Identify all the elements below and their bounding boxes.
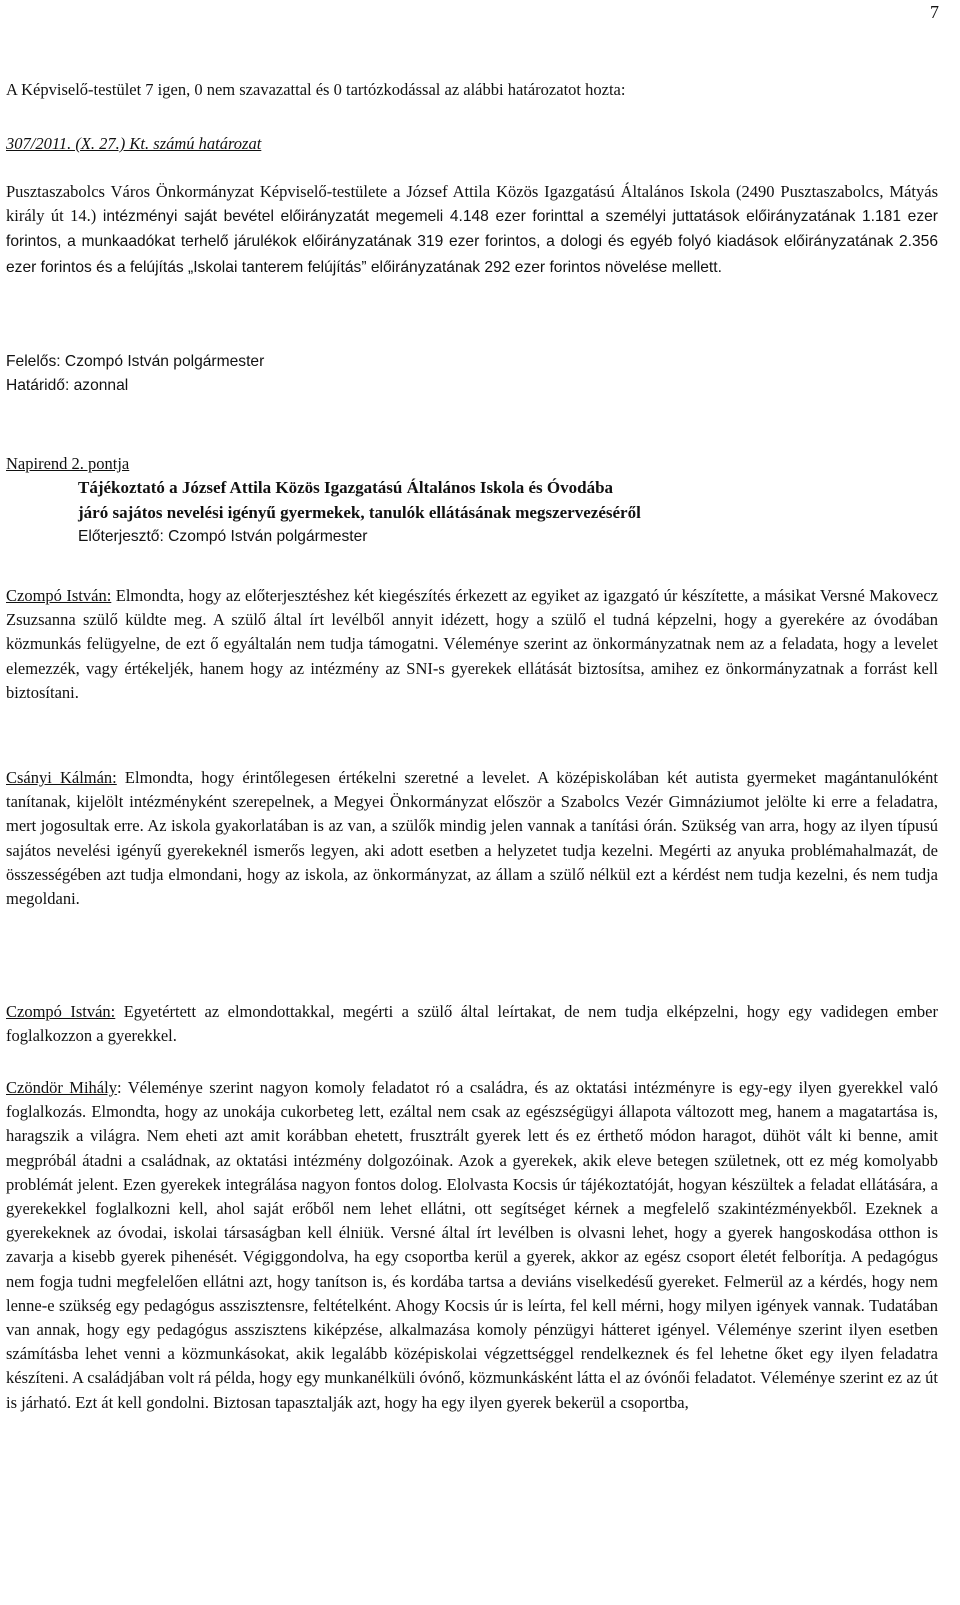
agenda-title-line2: járó sajátos nevelési igényű gyermekek, tanulók ellátásának megszervezéséről	[78, 502, 641, 522]
resolution-meta	[6, 350, 938, 398]
responsible: Felelős: Czompó István polgármester	[6, 353, 265, 370]
page-number: 7	[930, 2, 939, 22]
resolution-title: 307/2011. (X. 27.) Kt. számú határozat	[6, 134, 262, 153]
speaker-name: Czompó István:	[6, 586, 112, 605]
paragraph-4	[6, 1076, 938, 1415]
paragraph-1-text	[6, 584, 938, 705]
paragraph-3-text	[6, 1000, 938, 1048]
paragraph-1	[6, 584, 938, 705]
speaker-name: Csányi Kálmán:	[6, 768, 117, 787]
resolution-text-rest: intézményi saját bevétel előirányzatát megemeli 4.148 ezer forinttal a személyi juttatások előirányzatának 1.181 ezer forintos, a munkaadókat terhelő járulékok előirányzatának 319 ezer forintos, a dologi és egyéb folyó kiadások előirányzatának 2.356 ezer forintos és a felújítás „Iskolai tanterem felújítás” előirányzatának 292 ezer forintos növelése mellett.	[6, 208, 938, 276]
resolution-title-block	[6, 132, 938, 156]
resolution-body	[6, 180, 938, 280]
paragraph-text: Elmondta, hogy az előterjesztéshez két kiegészítés érkezett az egyiket az igazgató úr készítette, a másikat Versné Makovecz Zsuzsanna szülő küldte meg. A szülő által írt levélből annyit idézett, hogy a szülő el tudná képzelni, hogy a gyerekére az óvodában közmunkás felügyelne, de ezt ő egyáltalán nem tudja támogatni. Véleménye szerint az önkormányzatnak nem az a feladata, hogy a levelet elemezzék, vagy értékeljék, hanem hogy az intézmény az SNI-s gyerekek ellátását biztosítsa, amihez ez önkormányzatnak a forrást kell biztosítani.	[6, 586, 938, 702]
speaker-name: Czöndör Mihály	[6, 1078, 117, 1097]
paragraph-2	[6, 766, 938, 911]
resolution-text-start: Pusztaszabolcs Város Önkormányzat Képviselő-testülete a József Attila Közös Igazgatású Általános Iskola (2490 Pusztaszabolcs, Mátyás király út 14.)	[6, 182, 938, 226]
agenda-block	[6, 452, 938, 549]
vote-line: A Képviselő-testület 7 igen, 0 nem szavazattal és 0 tartózkodással az alábbi határozatot hozta:	[6, 80, 626, 99]
paragraph-text: Egyetértett az elmondottakkal, megérti a szülő által leírtakat, de nem tudja elképzelni, hogy egy vadidegen ember foglalkozzon a gyerekkel.	[6, 1002, 938, 1046]
agenda-title-line1: Tájékoztató a József Attila Közös Igazgatású Általános Iskola és Óvodába	[78, 478, 614, 498]
paragraph-text: : Véleménye szerint nagyon komoly feladatot ró a családra, és az oktatási intézményre is egy-egy ilyen gyerekkel való foglalkozás. Elmondta, hogy az unokája cukorbeteg lett, ezáltal nem csak az egészségügyi állapota változott meg, hanem a magatartása is, haragszik a világra. Nem eheti azt amit korábban ehetett, frusztrált gyerek lett és ez érthető módon haragot, dühöt vált ki benne, amit megpróbál átadni a családnak, az oktatási intézmény dolgozóinak. Azok a gyerekek, akik eleve betegen születnek, ott ez még komolyabb problémát jelent. Ezen gyerekek integrálása nagyon fontos dolog. Elolvasta Kocsis úr tájékoztatóját, hogyan készültek a feladat ellátására, a gyerekekkel foglalkozni kell, ahol saját erőből nem lehet ellátni, ott segítséget kérnek a megfelelő szakintézményekből. Ezeknek a gyerekeknek az óvodai, iskolai társaságban kell élniük. Versné által írt levélben is olvasni lehet, hogy a gyerek hangoskodása otthon is zavarja a kisebb gyerek pihenését. Végiggondolva, ha egy csoportba kerül a gyerek, akkor az egész csoport életét felborítja. A pedagógus nem fogja tudni megfelelően ellátni azt, hogy tanítson is, és kordába tartsa a deviáns viselkedésű gyereket. Felmerül az a kérdés, hogy nem lenne-e szükség egy pedagógus asszisztensre, feltételként. Ahogy Kocsis úr is leírta, fel kell mérni, hogy milyen igények vannak. Tudatában van annak, hogy egy pedagógus asszisztens kiképzése, alkalmazása komoly pénzügyi hátteret igényel. Véleménye szerint ilyen esetben számításba lehet venni a közmunkásokat, akik legalább középiskolai végzettséggel rendelkeznek és fel lehetne őket egy ilyen feladatra készíteni. A családjában volt rá példa, hogy egy munkanélküli óvónő, közmunkásként látta el az óvónői feladatot. Véleménye szerint ez az út is járható. Ezt át kell gondolni. Biztosan tapasztalják azt, hogy ha egy ilyen gyerek bekerül a csoportba,	[6, 1078, 938, 1412]
agenda-label: Napirend 2. pontja	[6, 454, 130, 473]
paragraph-3	[6, 1000, 938, 1048]
agenda-presenter: Előterjesztő: Czompó István polgármester	[78, 528, 368, 546]
paragraph-text: Elmondta, hogy érintőlegesen értékelni szeretné a levelet. A középiskolában két autista gyermeket magántanulóként tanítanak, kijelölt intézményként szerepelnek, a Megyei Önkormányzat először a Szabolcs Vezér Gimnáziumot jelölte ki erre a feladatra, mert jogosultak erre. Az iskola gyakorlatában is az van, a szülők mindig jelen vannak a tanítási órán. Szükség van arra, hogy az ilyen típusú sajátos nevelési igényű gyerekeknél ismerős legyen, aki adott esetben a helyzetet tudja kezelni. Megérti az anyuka problémahalmazát, de összességében azt tudja elmondani, hogy az iskola, az önkormányzat, az állam a szülő nélkül ezt a kérdést nem tudja kezelni, és nem tudja megoldani.	[6, 768, 938, 909]
resolution-text	[6, 180, 938, 280]
deadline: Határidő: azonnal	[6, 377, 129, 395]
paragraph-2-text	[6, 766, 938, 911]
paragraph-4-text	[6, 1076, 938, 1415]
speaker-name: Czompó István:	[6, 1002, 116, 1021]
vote-line-block	[6, 78, 938, 102]
